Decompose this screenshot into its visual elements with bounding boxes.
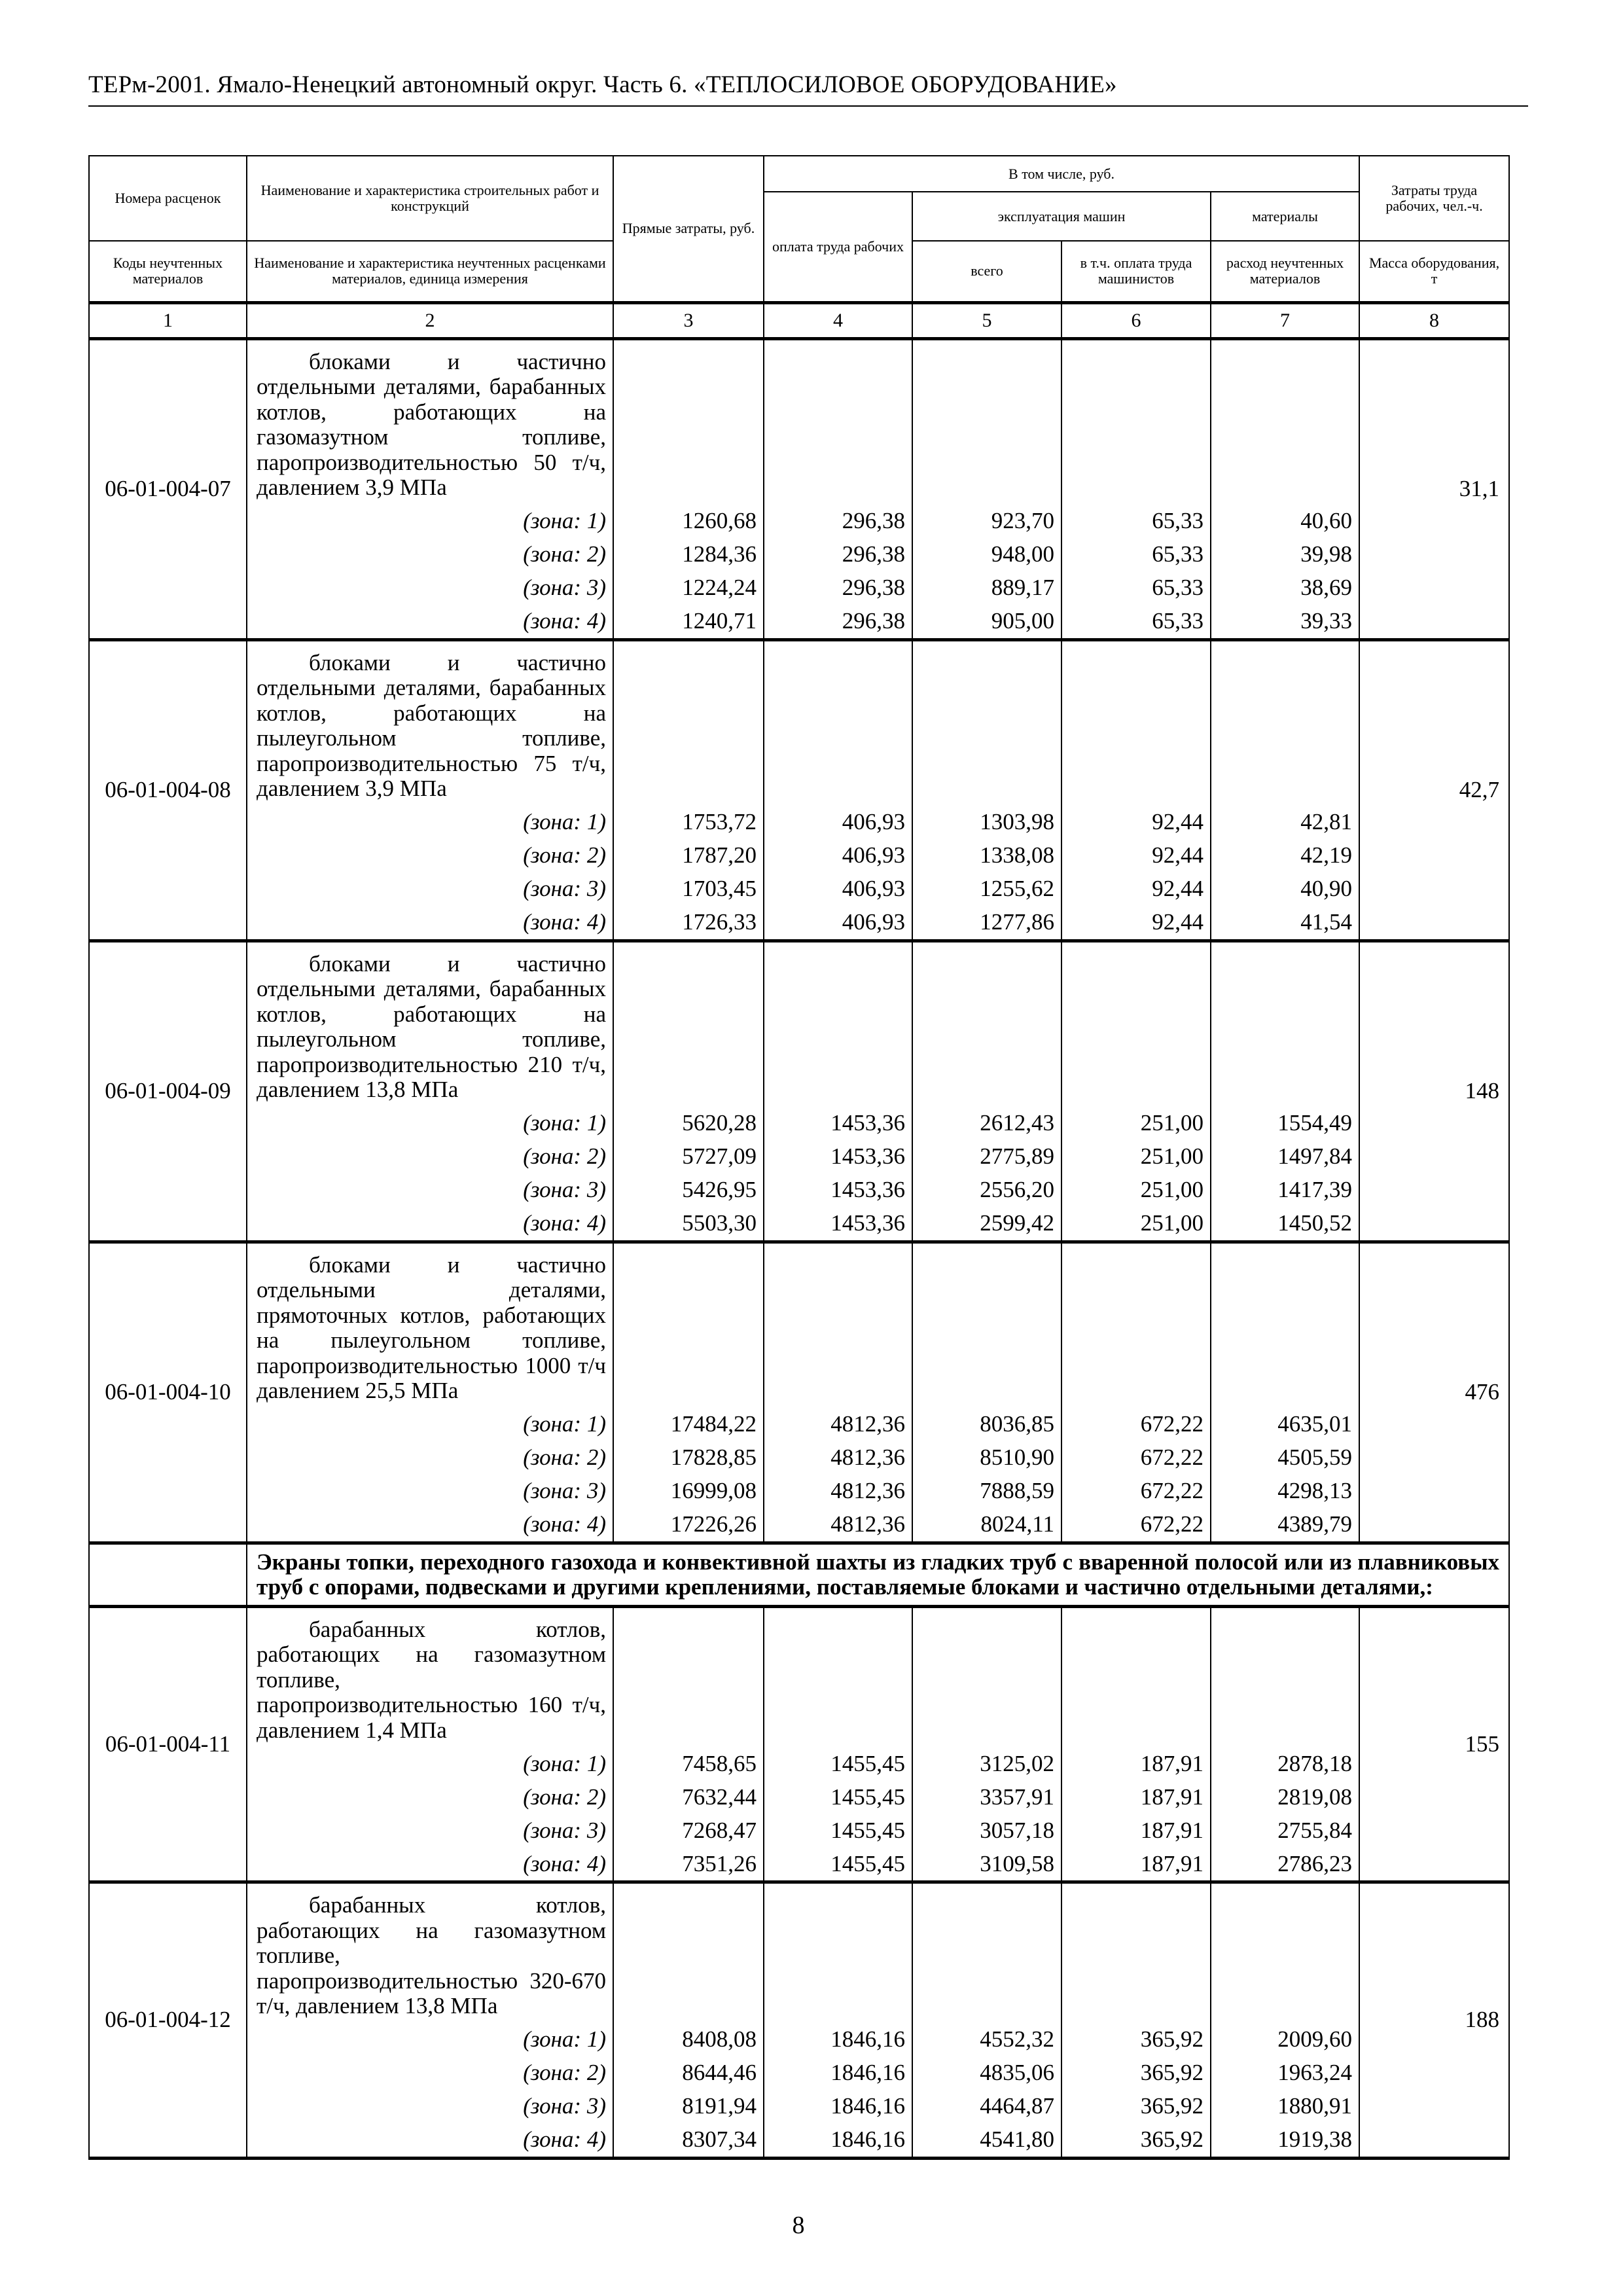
empty-cell — [764, 639, 912, 806]
rate-row — [89, 639, 1509, 806]
column-number: 1 — [89, 302, 247, 338]
materials-value: 42,81 — [1211, 806, 1359, 839]
labor-costs-value: 31,1 — [1359, 338, 1509, 639]
direct-costs-value: 5620,28 — [613, 1107, 764, 1140]
zone-row — [89, 1441, 1509, 1475]
zone-label: (зона: 4) — [247, 906, 613, 941]
worker-pay-value: 1455,45 — [764, 1780, 912, 1814]
rate-description: барабанных котлов, работающих на газомазутном топливе, паропроизводительностью 160 т/ч, давлением 1,4 МПа — [247, 1606, 613, 1747]
operator-pay-value: 92,44 — [1061, 906, 1211, 941]
zone-label: (зона: 1) — [247, 1107, 613, 1140]
machines-total-value: 3109,58 — [912, 1847, 1061, 1882]
zone-row — [89, 906, 1509, 941]
empty-cell — [1211, 639, 1359, 806]
worker-pay-value: 406,93 — [764, 806, 912, 839]
direct-costs-value: 1260,68 — [613, 505, 764, 538]
materials-value: 2878,18 — [1211, 1747, 1359, 1780]
operator-pay-value: 187,91 — [1061, 1780, 1211, 1814]
header-direct-costs: Прямые затраты, руб. — [613, 156, 764, 302]
worker-pay-value: 296,38 — [764, 571, 912, 605]
zone-row — [89, 1174, 1509, 1207]
empty-cell — [764, 1242, 912, 1408]
rate-description: блоками и частично отдельными деталями, прямоточных котлов, работающих на пылеугольном топливе, паропроизводительностью 1000 т/ч давлением 25,5 МПа — [247, 1242, 613, 1408]
operator-pay-value: 65,33 — [1061, 605, 1211, 640]
operator-pay-value: 251,00 — [1061, 1174, 1211, 1207]
direct-costs-value: 1787,20 — [613, 839, 764, 872]
machines-total-value: 7888,59 — [912, 1475, 1061, 1508]
rate-row — [89, 1882, 1509, 2023]
zone-label: (зона: 3) — [247, 1475, 613, 1508]
worker-pay-value: 406,93 — [764, 872, 912, 906]
zone-row — [89, 2123, 1509, 2159]
section-heading-row — [89, 1543, 1509, 1606]
header-worker-pay: оплата труда рабочих — [764, 192, 912, 302]
empty-cell — [613, 338, 764, 505]
zone-row — [89, 2090, 1509, 2123]
empty-cell — [764, 1882, 912, 2023]
materials-value: 1497,84 — [1211, 1140, 1359, 1174]
operator-pay-value: 672,22 — [1061, 1475, 1211, 1508]
materials-value: 2819,08 — [1211, 1780, 1359, 1814]
header-work-name: Наименование и характеристика строительных работ и конструкций — [247, 156, 613, 241]
direct-costs-value: 1703,45 — [613, 872, 764, 906]
zone-label: (зона: 3) — [247, 872, 613, 906]
labor-costs-value: 155 — [1359, 1606, 1509, 1882]
operator-pay-value: 672,22 — [1061, 1408, 1211, 1441]
operator-pay-value: 65,33 — [1061, 505, 1211, 538]
worker-pay-value: 1846,16 — [764, 2023, 912, 2056]
direct-costs-value: 17226,26 — [613, 1508, 764, 1543]
column-number: 6 — [1061, 302, 1211, 338]
zone-label: (зона: 3) — [247, 571, 613, 605]
empty-cell — [613, 1242, 764, 1408]
worker-pay-value: 1453,36 — [764, 1174, 912, 1207]
rate-row — [89, 941, 1509, 1107]
empty-cell — [764, 338, 912, 505]
empty-cell — [1211, 1882, 1359, 2023]
worker-pay-value: 1455,45 — [764, 1814, 912, 1847]
zone-label: (зона: 3) — [247, 2090, 613, 2123]
worker-pay-value: 1846,16 — [764, 2090, 912, 2123]
worker-pay-value: 4812,36 — [764, 1408, 912, 1441]
operator-pay-value: 672,22 — [1061, 1441, 1211, 1475]
zone-label: (зона: 4) — [247, 605, 613, 640]
labor-costs-value: 42,7 — [1359, 639, 1509, 941]
operator-pay-value: 365,92 — [1061, 2123, 1211, 2159]
machines-total-value: 3357,91 — [912, 1780, 1061, 1814]
labor-costs-value: 148 — [1359, 941, 1509, 1242]
materials-value: 2786,23 — [1211, 1847, 1359, 1882]
worker-pay-value: 406,93 — [764, 906, 912, 941]
zone-row — [89, 1408, 1509, 1441]
machines-total-value: 889,17 — [912, 571, 1061, 605]
zone-row — [89, 1747, 1509, 1780]
direct-costs-value: 8644,46 — [613, 2056, 764, 2090]
zone-label: (зона: 3) — [247, 1174, 613, 1207]
empty-cell — [912, 941, 1061, 1107]
operator-pay-value: 365,92 — [1061, 2056, 1211, 2090]
rate-code: 06-01-004-11 — [89, 1606, 247, 1882]
rate-description: блоками и частично отдельными деталями, барабанных котлов, работающих на пылеугольном топливе, паропроизводительностью 210 т/ч, давлением 13,8 МПа — [247, 941, 613, 1107]
empty-cell — [912, 1606, 1061, 1747]
empty-cell — [764, 1606, 912, 1747]
materials-value: 1963,24 — [1211, 2056, 1359, 2090]
materials-value: 1880,91 — [1211, 2090, 1359, 2123]
direct-costs-value: 8191,94 — [613, 2090, 764, 2123]
empty-cell — [1211, 338, 1359, 505]
labor-costs-value: 188 — [1359, 1882, 1509, 2159]
direct-costs-value: 7268,47 — [613, 1814, 764, 1847]
empty-cell — [1061, 639, 1211, 806]
operator-pay-value: 365,92 — [1061, 2023, 1211, 2056]
zone-row — [89, 1814, 1509, 1847]
operator-pay-value: 92,44 — [1061, 839, 1211, 872]
direct-costs-value: 1224,24 — [613, 571, 764, 605]
rate-row — [89, 1606, 1509, 1747]
zone-label: (зона: 4) — [247, 1847, 613, 1882]
worker-pay-value: 406,93 — [764, 839, 912, 872]
direct-costs-value: 1240,71 — [613, 605, 764, 640]
empty-cell — [1061, 338, 1211, 505]
empty-cell — [1211, 1606, 1359, 1747]
empty-cell — [912, 1882, 1061, 2023]
zone-label: (зона: 4) — [247, 1508, 613, 1543]
zone-row — [89, 1475, 1509, 1508]
price-table — [88, 155, 1510, 2160]
materials-value: 2009,60 — [1211, 2023, 1359, 2056]
rate-description: барабанных котлов, работающих на газомазутном топливе, паропроизводительностью 320-670 т/ч, давлением 13,8 МПа — [247, 1882, 613, 2023]
header-materials: материалы — [1211, 192, 1359, 241]
direct-costs-value: 7351,26 — [613, 1847, 764, 1882]
zone-label: (зона: 2) — [247, 1140, 613, 1174]
rate-code: 06-01-004-10 — [89, 1242, 247, 1543]
materials-value: 1554,49 — [1211, 1107, 1359, 1140]
operator-pay-value: 92,44 — [1061, 806, 1211, 839]
empty-cell — [912, 1242, 1061, 1408]
machines-total-value: 4552,32 — [912, 2023, 1061, 2056]
operator-pay-value: 187,91 — [1061, 1747, 1211, 1780]
zone-label: (зона: 3) — [247, 1814, 613, 1847]
worker-pay-value: 4812,36 — [764, 1475, 912, 1508]
zone-row — [89, 538, 1509, 571]
materials-value: 1417,39 — [1211, 1174, 1359, 1207]
zone-row — [89, 2056, 1509, 2090]
materials-value: 4298,13 — [1211, 1475, 1359, 1508]
direct-costs-value: 8307,34 — [613, 2123, 764, 2159]
rate-code: 06-01-004-08 — [89, 639, 247, 941]
machines-total-value: 8024,11 — [912, 1508, 1061, 1543]
direct-costs-value: 8408,08 — [613, 2023, 764, 2056]
worker-pay-value: 296,38 — [764, 505, 912, 538]
empty-cell — [613, 639, 764, 806]
zone-row — [89, 1107, 1509, 1140]
zone-row — [89, 1847, 1509, 1882]
materials-value: 39,33 — [1211, 605, 1359, 640]
direct-costs-value: 7458,65 — [613, 1747, 764, 1780]
zone-label: (зона: 1) — [247, 2023, 613, 2056]
machines-total-value: 3057,18 — [912, 1814, 1061, 1847]
header-rate-number: Номера расценок — [89, 156, 247, 241]
operator-pay-value: 187,91 — [1061, 1847, 1211, 1882]
zone-label: (зона: 1) — [247, 1747, 613, 1780]
running-header: ТЕРм-2001. Ямало-Ненецкий автономный округ. Часть 6. «ТЕПЛОСИЛОВОЕ ОБОРУДОВАНИЕ» — [88, 71, 1117, 98]
zone-label: (зона: 4) — [247, 1207, 613, 1242]
zone-label: (зона: 1) — [247, 505, 613, 538]
zone-label: (зона: 1) — [247, 806, 613, 839]
zone-row — [89, 1780, 1509, 1814]
column-number: 3 — [613, 302, 764, 338]
column-number: 4 — [764, 302, 912, 338]
header-unaccounted-materials: расход неучтенных материалов — [1211, 241, 1359, 302]
empty-cell — [1061, 941, 1211, 1107]
materials-value: 1450,52 — [1211, 1207, 1359, 1242]
empty-cell — [1061, 1242, 1211, 1408]
rate-row — [89, 338, 1509, 505]
column-number: 7 — [1211, 302, 1359, 338]
zone-row — [89, 839, 1509, 872]
operator-pay-value: 187,91 — [1061, 1814, 1211, 1847]
rate-description: блоками и частично отдельными деталями, барабанных котлов, работающих на газомазутном топливе, паропроизводительностью 50 т/ч, давлением 3,9 МПа — [247, 338, 613, 505]
operator-pay-value: 672,22 — [1061, 1508, 1211, 1543]
zone-row — [89, 1140, 1509, 1174]
header-equipment-mass: Масса оборудования, т — [1359, 241, 1509, 302]
worker-pay-value: 1846,16 — [764, 2056, 912, 2090]
materials-value: 2755,84 — [1211, 1814, 1359, 1847]
operator-pay-value: 251,00 — [1061, 1140, 1211, 1174]
header-machines: эксплуатация машин — [912, 192, 1211, 241]
header-material-names: Наименование и характеристика неучтенных расценками материалов, единица измерения — [247, 241, 613, 302]
empty-cell — [912, 639, 1061, 806]
rate-code: 06-01-004-12 — [89, 1882, 247, 2159]
worker-pay-value: 296,38 — [764, 605, 912, 640]
worker-pay-value: 1453,36 — [764, 1207, 912, 1242]
machines-total-value: 4835,06 — [912, 2056, 1061, 2090]
materials-value: 42,19 — [1211, 839, 1359, 872]
worker-pay-value: 1846,16 — [764, 2123, 912, 2159]
materials-value: 4635,01 — [1211, 1408, 1359, 1441]
machines-total-value: 2775,89 — [912, 1140, 1061, 1174]
empty-cell — [1061, 1882, 1211, 2023]
operator-pay-value: 365,92 — [1061, 2090, 1211, 2123]
worker-pay-value: 4812,36 — [764, 1441, 912, 1475]
rate-row — [89, 1242, 1509, 1408]
zone-label: (зона: 2) — [247, 839, 613, 872]
empty-cell — [1211, 941, 1359, 1107]
labor-costs-value: 476 — [1359, 1242, 1509, 1543]
zone-label: (зона: 2) — [247, 2056, 613, 2090]
worker-pay-value: 296,38 — [764, 538, 912, 571]
zone-label: (зона: 2) — [247, 538, 613, 571]
direct-costs-value: 7632,44 — [613, 1780, 764, 1814]
materials-value: 39,98 — [1211, 538, 1359, 571]
direct-costs-value: 1753,72 — [613, 806, 764, 839]
header-operator-pay: в т.ч. оплата труда машинистов — [1061, 241, 1211, 302]
zone-row — [89, 571, 1509, 605]
header-rule — [88, 105, 1528, 107]
rate-code: 06-01-004-07 — [89, 338, 247, 639]
direct-costs-value: 17828,85 — [613, 1441, 764, 1475]
empty-cell — [1061, 1606, 1211, 1747]
zone-row — [89, 605, 1509, 640]
column-number: 5 — [912, 302, 1061, 338]
operator-pay-value: 92,44 — [1061, 872, 1211, 906]
materials-value: 40,90 — [1211, 872, 1359, 906]
machines-total-value: 1338,08 — [912, 839, 1061, 872]
operator-pay-value: 65,33 — [1061, 538, 1211, 571]
materials-value: 4389,79 — [1211, 1508, 1359, 1543]
page-number: 8 — [792, 2212, 805, 2239]
worker-pay-value: 1453,36 — [764, 1107, 912, 1140]
machines-total-value: 923,70 — [912, 505, 1061, 538]
rate-description: блоками и частично отдельными деталями, барабанных котлов, работающих на пылеугольном топливе, паропроизводительностью 75 т/ч, давлением 3,9 МПа — [247, 639, 613, 806]
materials-value: 38,69 — [1211, 571, 1359, 605]
zone-label: (зона: 4) — [247, 2123, 613, 2159]
worker-pay-value: 1455,45 — [764, 1747, 912, 1780]
empty-cell — [764, 941, 912, 1107]
materials-value: 40,60 — [1211, 505, 1359, 538]
zone-label: (зона: 2) — [247, 1780, 613, 1814]
header-machines-total: всего — [912, 241, 1061, 302]
machines-total-value: 1303,98 — [912, 806, 1061, 839]
zone-label: (зона: 1) — [247, 1408, 613, 1441]
zone-row — [89, 1207, 1509, 1242]
direct-costs-value: 5727,09 — [613, 1140, 764, 1174]
empty-cell — [613, 1882, 764, 2023]
machines-total-value: 3125,02 — [912, 1747, 1061, 1780]
zone-row — [89, 505, 1509, 538]
machines-total-value: 948,00 — [912, 538, 1061, 571]
operator-pay-value: 251,00 — [1061, 1207, 1211, 1242]
materials-value: 1919,38 — [1211, 2123, 1359, 2159]
machines-total-value: 8510,90 — [912, 1441, 1061, 1475]
zone-row — [89, 1508, 1509, 1543]
zone-row — [89, 2023, 1509, 2056]
empty-cell — [613, 1606, 764, 1747]
zone-row — [89, 872, 1509, 906]
machines-total-value: 1255,62 — [912, 872, 1061, 906]
section-heading: Экраны топки, переходного газохода и конвективной шахты из гладких труб с вваренной полосой или из плавниковых труб с опорами, подвесками и другими креплениями, поставляемые блоками и частично отдельными деталями,: — [247, 1543, 1509, 1606]
machines-total-value: 1277,86 — [912, 906, 1061, 941]
direct-costs-value: 1726,33 — [613, 906, 764, 941]
direct-costs-value: 16999,08 — [613, 1475, 764, 1508]
direct-costs-value: 5426,95 — [613, 1174, 764, 1207]
rate-code: 06-01-004-09 — [89, 941, 247, 1242]
machines-total-value: 2599,42 — [912, 1207, 1061, 1242]
machines-total-value: 2612,43 — [912, 1107, 1061, 1140]
direct-costs-value: 1284,36 — [613, 538, 764, 571]
operator-pay-value: 251,00 — [1061, 1107, 1211, 1140]
machines-total-value: 4541,80 — [912, 2123, 1061, 2159]
zone-row — [89, 806, 1509, 839]
worker-pay-value: 1453,36 — [764, 1140, 912, 1174]
zone-label: (зона: 2) — [247, 1441, 613, 1475]
empty-cell — [613, 941, 764, 1107]
empty-cell — [912, 338, 1061, 505]
direct-costs-value: 5503,30 — [613, 1207, 764, 1242]
machines-total-value: 8036,85 — [912, 1408, 1061, 1441]
header-labor-costs: Затраты труда рабочих, чел.-ч. — [1359, 156, 1509, 241]
materials-value: 4505,59 — [1211, 1441, 1359, 1475]
empty-cell — [1211, 1242, 1359, 1408]
column-number: 8 — [1359, 302, 1509, 338]
header-including: В том числе, руб. — [764, 156, 1359, 192]
machines-total-value: 2556,20 — [912, 1174, 1061, 1207]
header-material-codes: Коды неучтенных материалов — [89, 241, 247, 302]
machines-total-value: 905,00 — [912, 605, 1061, 640]
direct-costs-value: 17484,22 — [613, 1408, 764, 1441]
worker-pay-value: 1455,45 — [764, 1847, 912, 1882]
empty-code-cell — [89, 1543, 247, 1606]
worker-pay-value: 4812,36 — [764, 1508, 912, 1543]
materials-value: 41,54 — [1211, 906, 1359, 941]
column-number: 2 — [247, 302, 613, 338]
machines-total-value: 4464,87 — [912, 2090, 1061, 2123]
operator-pay-value: 65,33 — [1061, 571, 1211, 605]
